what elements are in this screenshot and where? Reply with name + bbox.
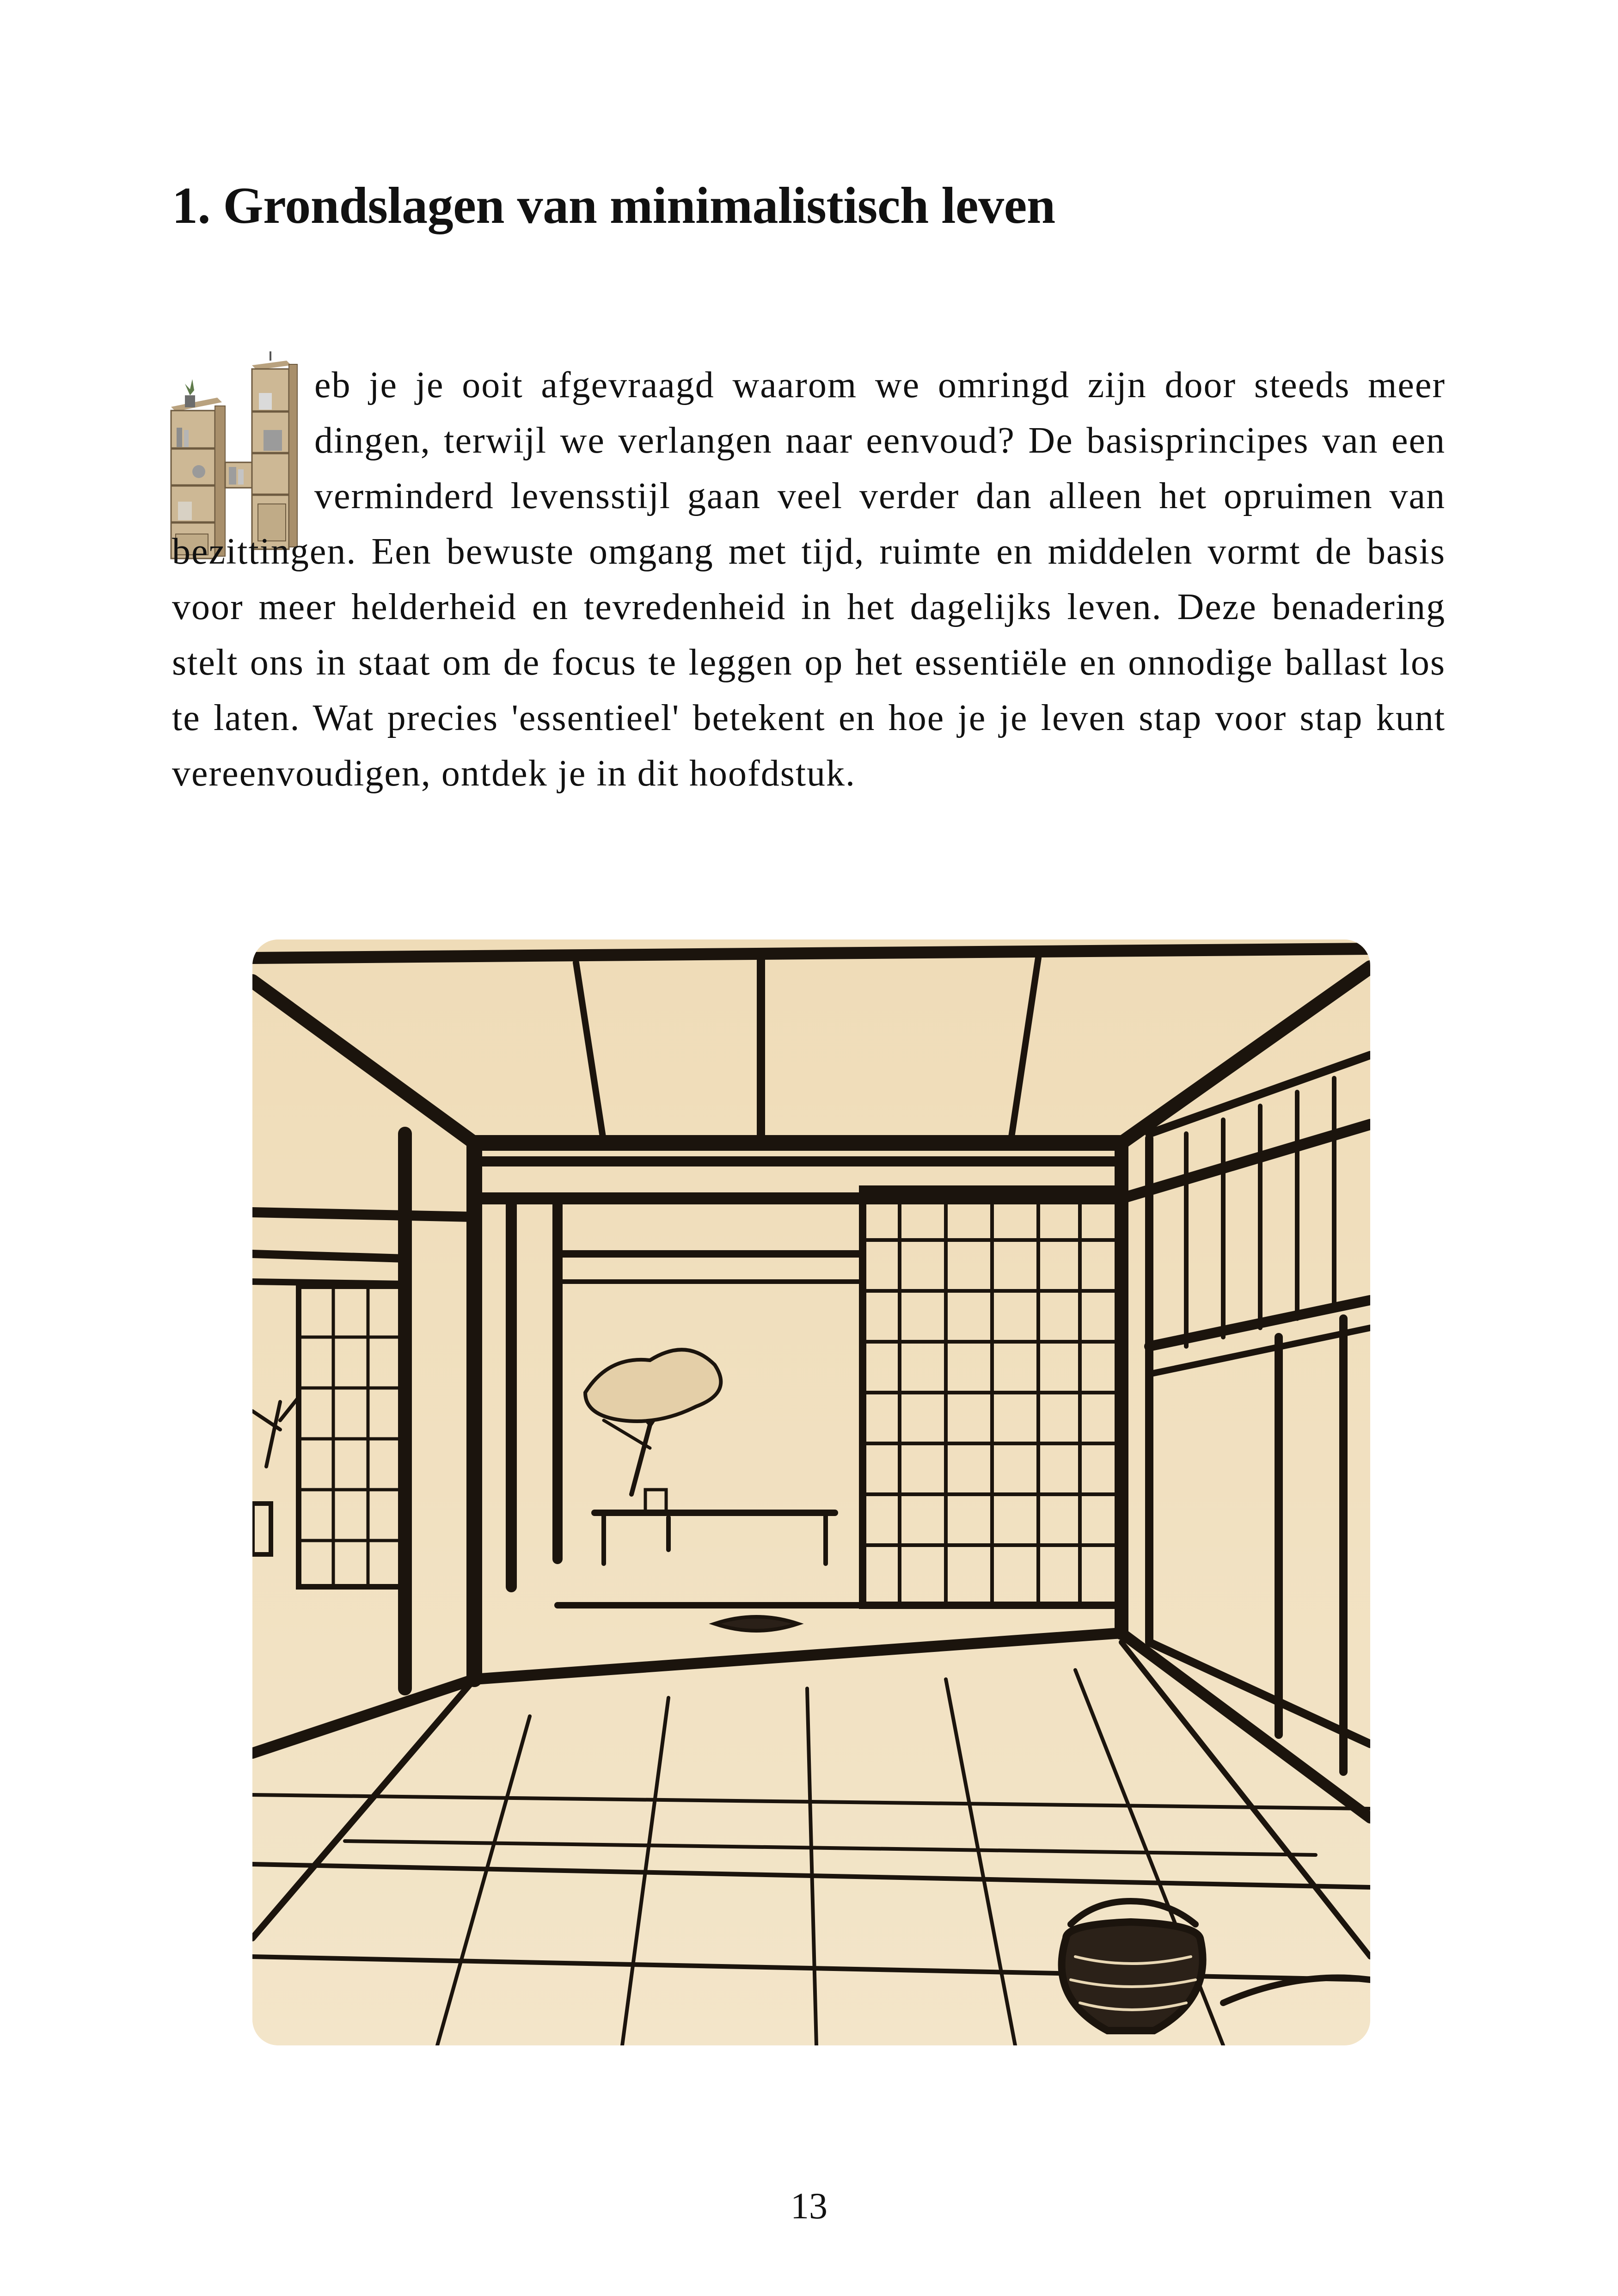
page-number: 13 (791, 2186, 827, 2227)
intro-text: eb je je ooit afgevraagd waarom we omringd zijn door steeds meer dingen, terwijl we verlangen naar eenvoud? De basisprincipes van een verminderd levensstijl gaan veel verder dan alleen het opruimen van bezittingen. Een bewuste omgang met tijd, ruimte en middelen vormt de basis voor meer helderheid en tevredenheid in het dagelijks leven. Deze benadering stelt ons in staat om de focus te leggen op het essentiële en onnodige ballast los te laten. Wat precies 'essentieel' betekent en hoe je je leven stap voor stap kunt vereenvoudigen, ontdek je in dit hoofdstuk. (172, 365, 1446, 794)
tatami-room-image (252, 939, 1370, 2045)
room-illustration (252, 939, 1370, 2045)
intro-paragraph (172, 357, 1446, 801)
dropcap-space (172, 357, 314, 524)
page-title: 1. Grondslagen van minimalistisch leven (172, 177, 1055, 234)
